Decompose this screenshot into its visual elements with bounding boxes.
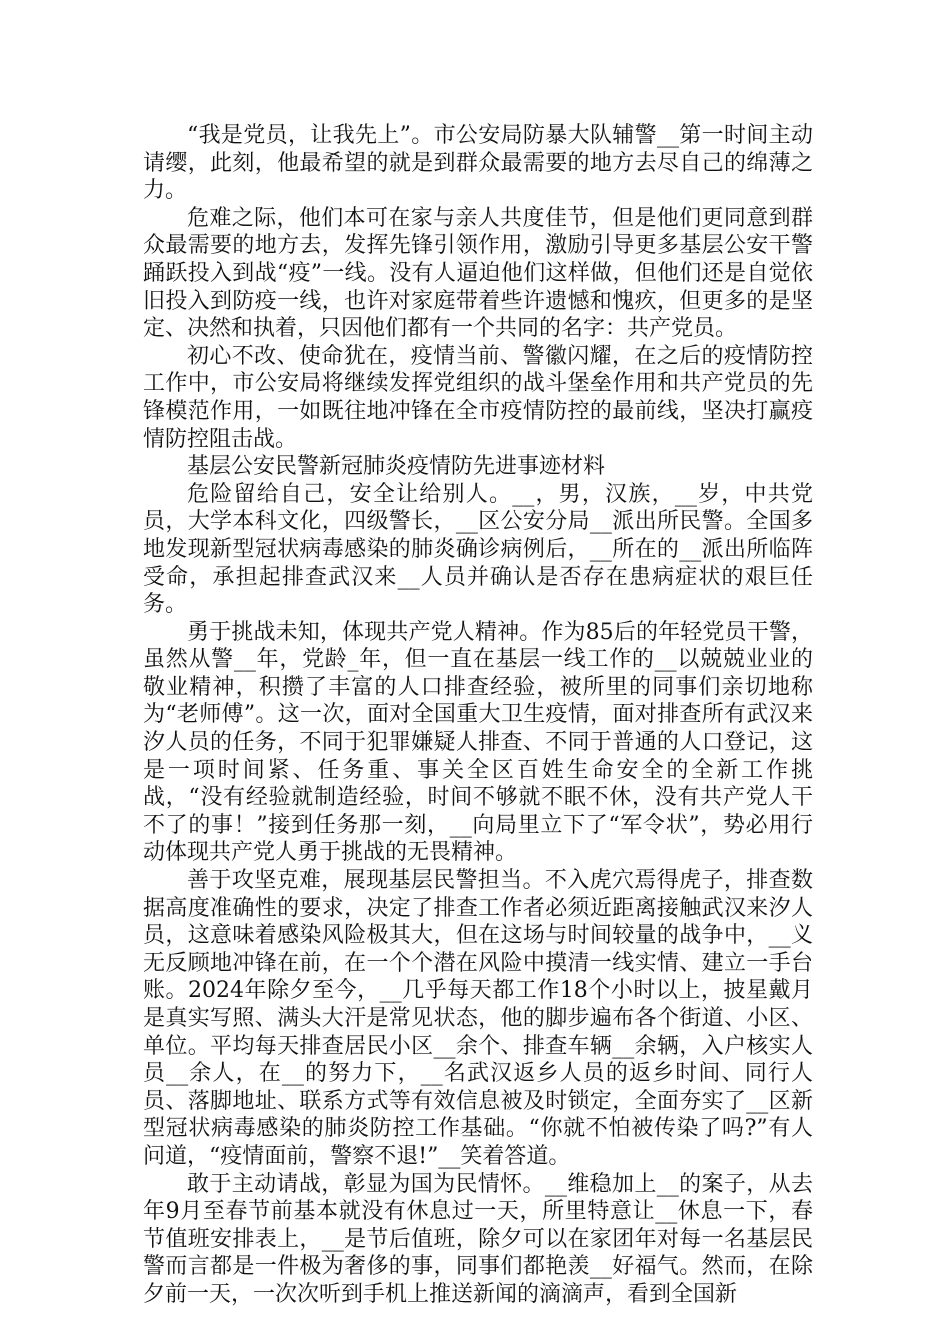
paragraph-6: 善于攻坚克难，展现基层民警担当。不入虎穴焉得虎子，排查数据高度准确性的要求，决定了排查工作者必须近距离接触武汉来汐人员，这意味着感染风险极其大，但在这场与时间较量的战争中，__义无反顾地冲锋在前，在一个个潜在风险中摸清一线实情、建立一手台账。2024年除夕至今，__几乎每天都工作18个小时以上，披星戴月是真实写照、满头大汗是常见状态，他的脚步遍布各个街道、小区、单位。平均每天排查居民小区__余个、排查车辆__余辆，入户核实人员__余人，在__的努力下，__名武汉返乡人员的返乡时间、同行人员、落脚地址、联系方式等有效信息被及时锁定，全面夯实了__区新型冠状病毒感染的肺炎防控工作基础。“你就不怕被传染了吗?”有人问道，“疫情面前，警察不退!”__笑着答道。: [143, 868, 813, 1169]
paragraph-2: 危难之际，他们本可在家与亲人共度佳节，但是他们更同意到群众最需要的地方去，发挥先锋引领作用，激励引导更多基层公安干警踊跃投入到战“疫”一线。没有人逼迫他们这样做，但他们还是自觉依旧投入到防疫一线，也许对家庭带着些许遗憾和愧疚，但更多的是坚定、决然和执着，只因他们都有一个共同的名字：共产党员。: [143, 205, 813, 342]
paragraph-4: 危险留给自己，安全让给别人。__，男，汉族，__岁，中共党员，大学本科文化，四级警长，__区公安分局__派出所民警。全国多地发现新型冠状病毒感染的肺炎确诊病例后，__所在的__派出所临阵受命，承担起排查武汉来__人员并确认是否存在患病症状的艰巨任务。: [143, 481, 813, 618]
document-body: [143, 122, 813, 1309]
paragraph-1: “我是党员，让我先上”。市公安局防暴大队辅警__第一时间主动请缨，此刻，他最希望的就是到群众最需要的地方去尽自己的绵薄之力。: [143, 123, 813, 204]
paragraph-3: 初心不改、使命犹在，疫情当前、警徽闪耀，在之后的疫情防控工作中，市公安局将继续发挥党组织的战斗堡垒作用和共产党员的先锋模范作用，一如既往地冲锋在全市疫情防控的最前线，坚决打赢疫情防控阻击战。: [143, 343, 813, 452]
section-heading: 基层公安民警新冠肺炎疫情防先进事迹材料: [187, 454, 606, 480]
paragraph-7: 敢于主动请战，彰显为国为民情怀。__维稳加上__的案子，从去年9月至春节前基本就没有休息过一天，所里特意让__休息一下，春节值班安排表上，__是节后值班，除夕可以在家团年对每一名基层民警而言都是一件极为奢侈的事，同事们都艳羡__好福气。然而，在除夕前一天，一次次听到手机上推送新闻的滴滴声，看到全国新: [143, 1171, 813, 1307]
paragraph-5: 勇于挑战未知，体现共产党人精神。作为85后的年轻党员干警，虽然从警__年，党龄_年，但一直在基层一线工作的__以兢兢业业的敬业精神，积攒了丰富的人口排查经验，被所里的同事们亲切地称为“老师傅”。这一次，面对全国重大卫生疫情，面对排查所有武汉来汐人员的任务，不同于犯罪嫌疑人排查、不同于普通的人口登记，这是一项时间紧、任务重、事关全区百姓生命安全的全新工作挑战，“没有经验就制造经验，时间不够就不眠不休，没有共产党人干不了的事！”接到任务那一刻，__向局里立下了“军令状”，势必用行动体现共产党人勇于挑战的无畏精神。: [143, 619, 813, 866]
